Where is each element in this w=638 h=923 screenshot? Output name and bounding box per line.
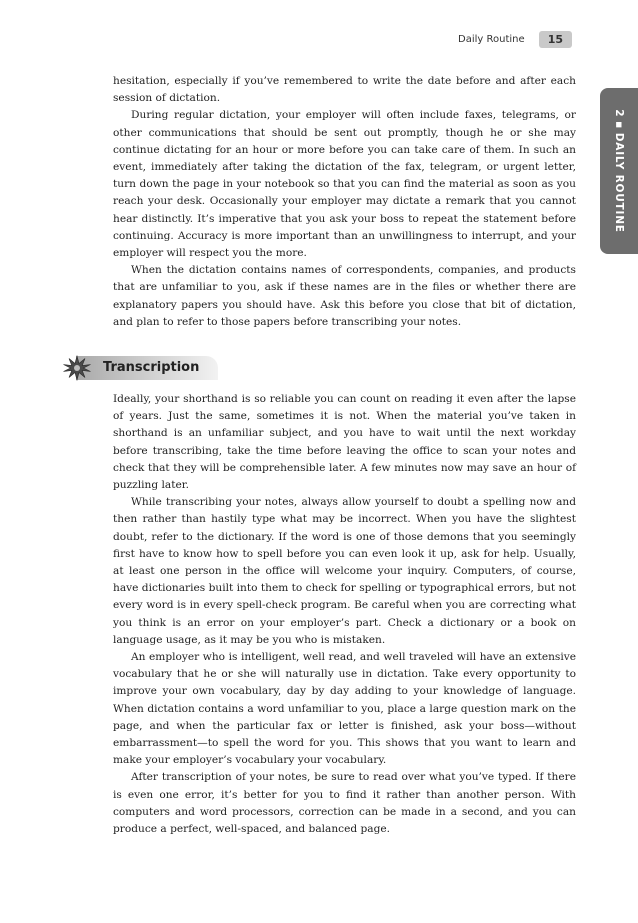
chapter-tab-label: [613, 109, 625, 233]
chapter-number: 2: [613, 109, 625, 118]
paragraph: During regular dictation, your employer will often include faxes, telegrams, or other communications that should be sent out promptly, though he or she may continue dictating for an hour or more before you can take care of them. In such an event, immediately after taking the dictation of the fax, telegram, or urgent letter, turn down the page in your notebook so that you can find the material as soon as you reach your desk. Occasionally your employer may dictate a remark that you cannot hear distinctly. It’s imperative that you ask your boss to repeat the statement before continuing. Accuracy is more important than an unwillingness to interrupt, and your employer will respect you the more.: [113, 109, 576, 260]
body-text-bottom: [113, 391, 576, 838]
paragraph: When the dictation contains names of correspondents, companies, and products that are unfamiliar to you, ask if these names are in the files or whether there are explanatory papers you should have. Ask this before you close that bit of dictation, and plan to refer to those papers before transcribing your notes.: [113, 264, 576, 328]
section-heading: [62, 355, 218, 381]
chapter-side-tab: [600, 88, 638, 254]
paragraph: An employer who is intelligent, well read, and well traveled will have an extensive vocabulary that he or she will naturally use in dictation. Take every opportunity to improve your own vocabulary, day by day adding to your knowledge of language. When dictation contains a word unfamiliar to you, place a large question mark on the page, and when the particular fax or letter is finished, ask your boss—without embarrassment—to spell the word for you. This shows that you want to learn and make your employer’s vocabulary your vocabulary.: [113, 651, 576, 767]
page-number: 15: [539, 31, 572, 48]
starburst-icon: [62, 355, 92, 381]
section-title: Transcription: [103, 360, 200, 375]
tab-separator: ■: [615, 121, 623, 129]
paragraph: After transcription of your notes, be sure to read over what you’ve typed. If there is even one error, it’s better for you to find it rather than another person. With computers and word processors, correction can be made in a second, and you can produce a perfect, well-spaced, and balanced page.: [113, 771, 576, 836]
body-text-top: [113, 73, 576, 331]
running-head: [458, 31, 572, 48]
paragraph: While transcribing your notes, always allow yourself to doubt a spelling now and then rather than hastily type what may be incorrect. When you have the slightest doubt, refer to the dictionary. If the word is one of those demons that you seemingly first have to know how to spell before you can even look it up, ask for help. Usually, at least one person in the office will welcome your inquiry. Computers, of course, have dictionaries built into them to check for spelling or typographical errors, but not every word is in every spell-check program. Be careful when you are correcting what you think is an error on your employer’s part. Check a dictionary or a book on language usage, as it may be you who is mistaken.: [113, 496, 576, 646]
paragraph: Ideally, your shorthand is so reliable you can count on reading it even after the lapse of years. Just the same, sometimes it is not. When the material you’ve taken in shorthand is an unfamiliar subject, and you have to wait until the next workday before transcribing, take the time before leaving the office to scan your notes and check that they will be comprehensible later. A few minutes now may save an hour of puzzling later.: [113, 393, 576, 492]
running-title: Daily Routine: [458, 34, 525, 45]
paragraph: hesitation, especially if you’ve remembered to write the date before and after each session of dictation.: [113, 75, 576, 105]
chapter-title: DAILY ROUTINE: [613, 132, 625, 233]
